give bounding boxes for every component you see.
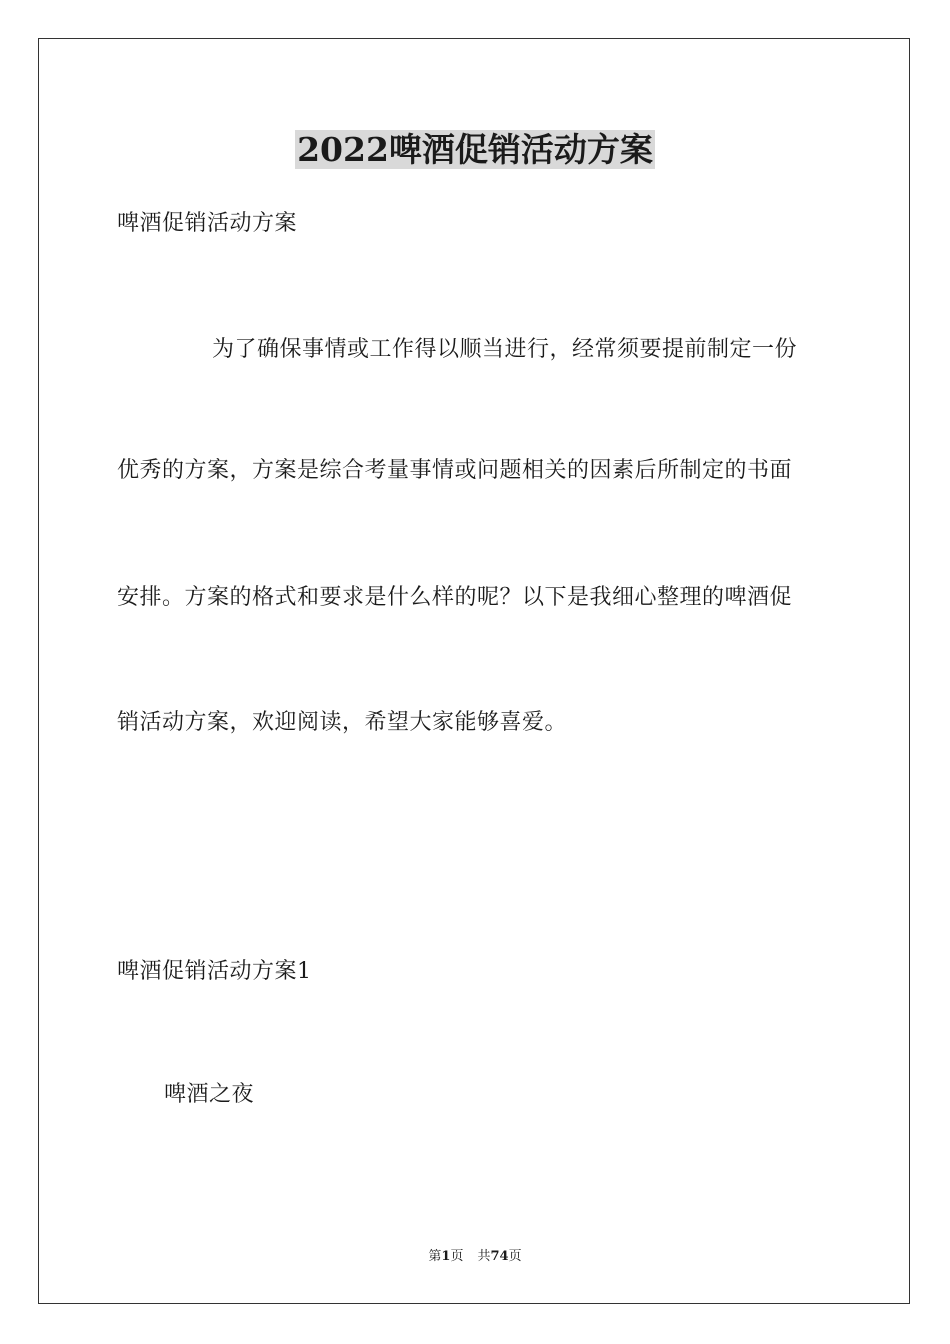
footer-page-prefix: 第 [428,1249,442,1264]
footer-total-pages: 74 [490,1249,509,1264]
document-title-text: 2022啤酒促销活动方案 [297,130,653,169]
section-item: 啤酒之夜 [164,1082,255,1107]
footer-total-suffix: 页 [508,1249,522,1264]
intro-line-1: 为了确保事情或工作得以顺当进行，经常须要提前制定一份 [212,337,798,362]
page-footer [0,1248,950,1266]
footer-page-number: 1 [441,1249,451,1264]
document-subtitle: 啤酒促销活动方案 [117,211,298,236]
section-heading: 啤酒促销活动方案1 [117,959,312,984]
intro-line-4: 销活动方案，欢迎阅读，希望大家能够喜爱。 [117,710,568,735]
document-title [0,128,950,172]
intro-line-2: 优秀的方案，方案是综合考量事情或问题相关的因素后所制定的书面 [117,458,793,483]
footer-page-suffix: 页 [450,1249,464,1264]
intro-line-3: 安排。方案的格式和要求是什么样的呢？以下是我细心整理的啤酒促 [117,585,793,610]
footer-total-prefix: 共 [477,1249,491,1264]
